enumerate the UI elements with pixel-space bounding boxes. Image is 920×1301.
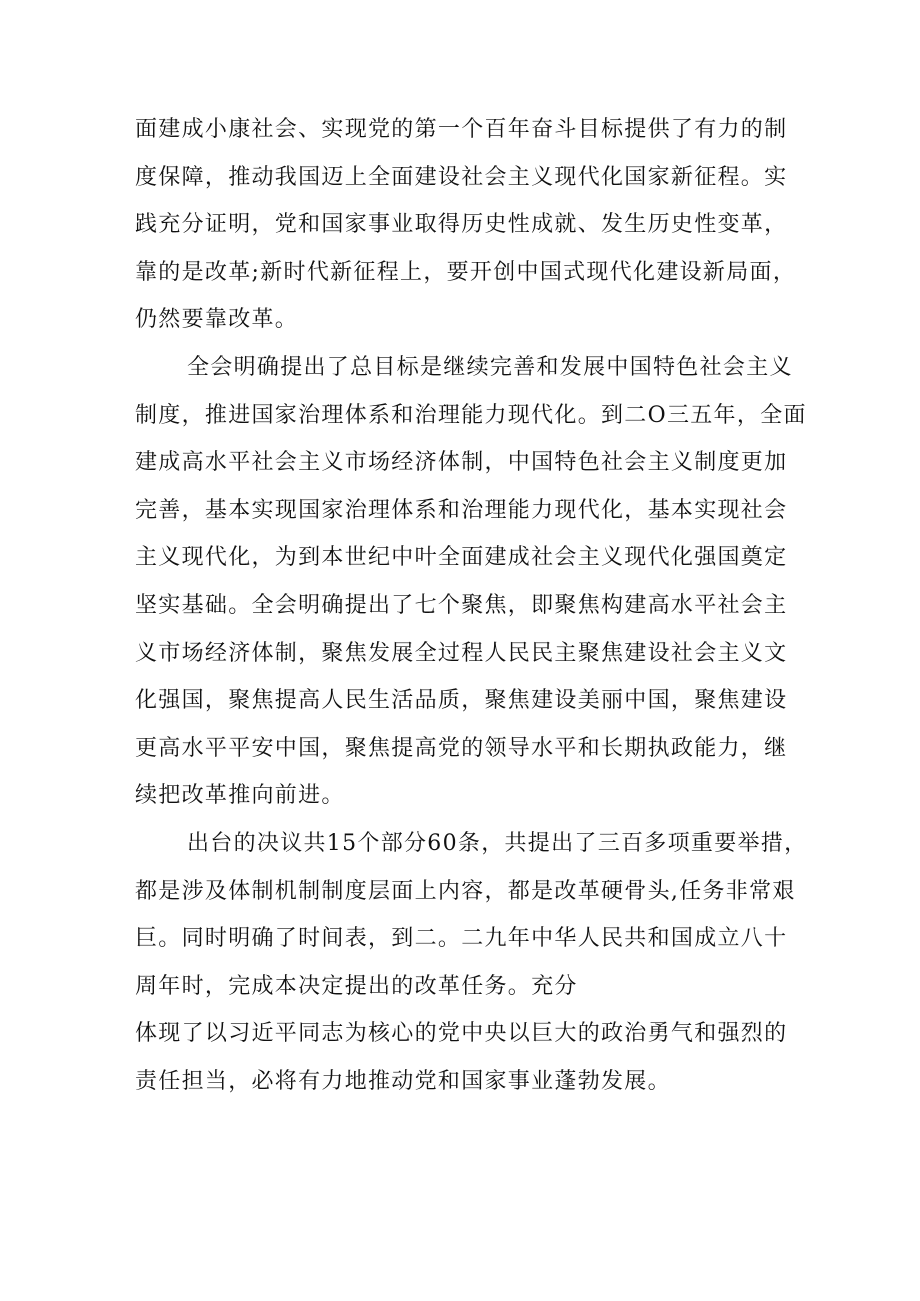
text-line: 化强国，聚焦提高人民生活品质，聚焦建设美丽中国，聚焦建设	[135, 688, 788, 714]
text-line: 面建成小康社会、实现党的第一个百年奋斗目标提供了有力的制	[135, 117, 788, 142]
text-line: 都是涉及体制机制制度层面上内容，都是改革硬骨头,任务非常艰	[135, 878, 796, 904]
text-line: 出台的决议共15个部分60条，共提出了三百多项重要举措，	[187, 830, 808, 856]
text-line: 主义现代化，为到本世纪中叶全面建成社会主义现代化强国奠定	[135, 545, 788, 571]
text-line: 周年时，完成本决定提出的改革任务。充分	[135, 973, 578, 999]
text-line: 全会明确提出了总目标是继续完善和发展中国特色社会主义	[187, 354, 793, 380]
text-line: 靠的是改革;新时代新征程上，要开创中国式现代化建设新局面，	[135, 259, 797, 285]
body-text	[135, 106, 808, 1105]
text-line: 制度，推进国家治理体系和治理能力现代化。到二O三五年，全面	[135, 402, 807, 428]
text-line: 度保障，推动我国迈上全面建设社会主义现代化国家新征程。实	[135, 164, 788, 190]
text-line: 义市场经济体制，聚焦发展全过程人民民主聚焦建设社会主义文	[135, 640, 788, 666]
paragraph-3	[135, 820, 808, 1106]
text-line: 体现了以习近平同志为核心的党中央以巨大的政治勇气和强烈的	[135, 1021, 788, 1047]
text-line: 完善，基本实现国家治理体系和治理能力现代化，基本实现社会	[135, 497, 788, 523]
text-line: 更高水平平安中国，聚焦提高党的领导水平和长期执政能力，继	[135, 735, 788, 761]
paragraph-2	[135, 344, 807, 820]
text-line: 责任担当，必将有力地推动党和国家事业蓬勃发展。	[135, 1068, 671, 1094]
text-line: 仍然要靠改革。	[135, 307, 299, 333]
text-line: 践充分证明，党和国家事业取得历史性成就、发生历史性变革，	[135, 212, 788, 238]
text-line: 建成高水平社会主义市场经济体制，中国特色社会主义制度更加	[135, 450, 788, 476]
text-line: 坚实基础。全会明确提出了七个聚焦，即聚焦构建高水平社会主	[135, 592, 788, 618]
text-line: 续把改革推向前进。	[135, 783, 345, 809]
paragraph-1	[135, 106, 795, 344]
text-line: 巨。同时明确了时间表，到二。二九年中华人民共和国成立八十	[135, 926, 788, 952]
